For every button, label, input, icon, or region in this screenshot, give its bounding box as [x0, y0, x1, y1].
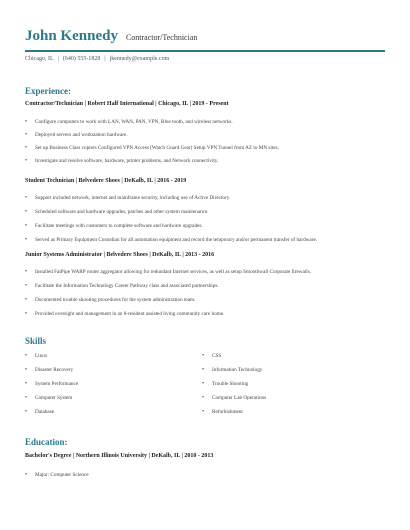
skill-item: • Information Technology [202, 367, 266, 381]
education-degree-heading: Bachelor's Degree | Northern Illinois University | DeKalb, IL | 2010 - 2013 [25, 453, 214, 459]
education-heading: Education: [25, 437, 68, 447]
skill-item: • Trouble Shooting [202, 381, 266, 395]
resume-header [25, 27, 197, 45]
list-item: • Provided oversight and management in an 8-resident assisted living community care home. [25, 311, 311, 317]
education-bullets [25, 472, 89, 478]
list-item: • Set up Business Class copiers Configured VPN Access (Watch Guard Gear) Setup VPN Tunnel from AZ to MN sites. [25, 145, 279, 151]
header-divider [25, 50, 385, 52]
list-item: • Support included network, internet and mainframe security, including use of Active Directory. [25, 195, 317, 201]
skill-item: • Refurbishment [202, 409, 266, 423]
candidate-name: John Kennedy [25, 28, 118, 44]
skill-item: • CSS [202, 353, 266, 367]
skill-item: • System Performance [25, 381, 78, 395]
skill-item: • Computer System [25, 395, 78, 409]
job-heading-2: Student Technician | Belvedere Shoes | DeKalb, IL | 2016 - 2019 [25, 178, 187, 184]
skill-item: • Database [25, 409, 78, 423]
contact-separator: | [104, 56, 106, 62]
job-2-bullets [25, 195, 317, 243]
list-item: • Major: Computer Science [25, 472, 89, 478]
job-heading-1: Contractor/Technician | Robert Half International | Chicago, IL | 2019 - Present [25, 101, 229, 107]
contact-phone: (640) 555-1828 [62, 56, 101, 62]
list-item: • Configure computers to work with LAN, WAN, PAN, VPN, Blue tooth, and wireless networks. [25, 119, 279, 125]
contact-location: Chicago, IL [25, 56, 54, 62]
skill-item: • Disaster Recovery [25, 367, 78, 381]
contact-line [25, 56, 169, 62]
skills-heading: Skills [25, 336, 47, 346]
list-item: • Scheduled software and hardware upgrades, patches and other system maintenance. [25, 209, 317, 215]
list-item: • Documented trouble shooting procedures for the system administration team. [25, 297, 311, 303]
list-item: • Served as Primary Equipment Custodian for all automation equipment and record the temporary and/or permanent transfer of hardware. [25, 237, 317, 243]
job-heading-3: Junior Systems Administrator | Belvedere Shoes | DeKalb, IL | 2013 - 2016 [25, 252, 215, 258]
job-3-bullets [25, 269, 311, 317]
list-item: • Facilitate the Information Technology Career Pathway class and associated partnerships. [25, 283, 311, 289]
list-item: • Deployed servers and workstation hardware. [25, 132, 279, 138]
job-1-bullets [25, 119, 279, 164]
list-item: • Installed FatPipe WARP router aggregator allowing for redundant Internet services, as well as setup Smoothwall Corporate firewalls. [25, 269, 311, 275]
list-item: • Investigate and resolve software, hardware, printer problems, and Network connectivity. [25, 158, 279, 164]
skill-item: • Computer Lab Operations [202, 395, 266, 409]
list-item: • Facilitate meetings with customers to complete software and hardware upgrades. [25, 223, 317, 229]
contact-email[interactable]: jkennedy@example.com [109, 56, 170, 62]
candidate-title: Contractor/Technician [125, 33, 198, 42]
skill-item: • Linux [25, 353, 78, 367]
experience-heading: Experience: [25, 86, 71, 96]
skills-left-column [25, 353, 78, 423]
contact-separator: | [57, 56, 59, 62]
skills-right-column [202, 353, 266, 423]
